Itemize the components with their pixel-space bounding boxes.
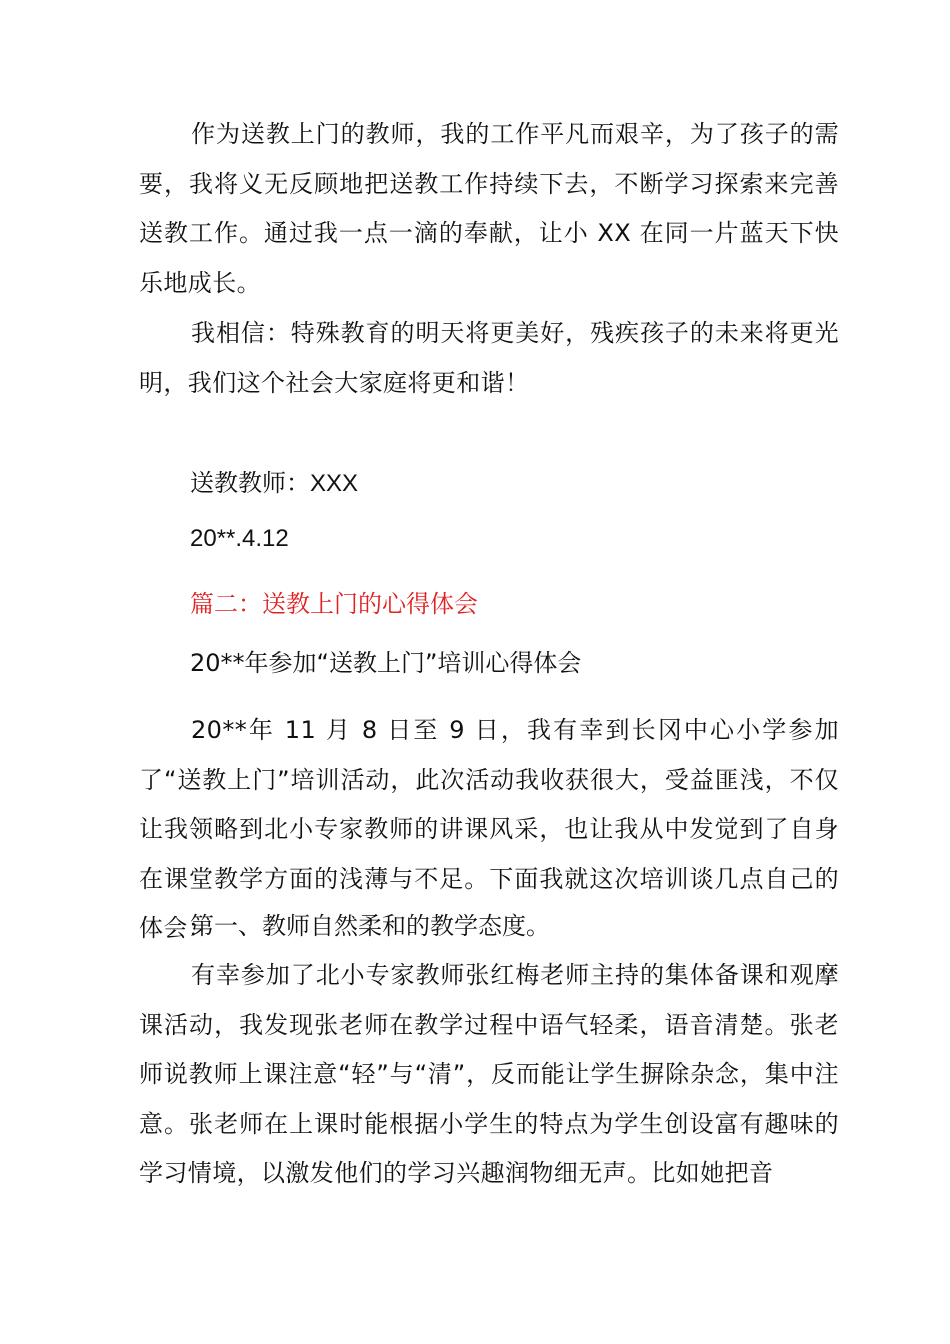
paragraph-dedication: 作为送教上门的教师，我的工作平凡而艰辛，为了孩子的需要，我将义无反顾地把送教工作持续下去，不断学习探索来完善送教工作。通过我一点一滴的奉献，让小 XX 在同一片蓝天下快乐地成长。	[139, 120, 839, 297]
section-heading: 篇二：送教上门的心得体会	[190, 590, 478, 618]
paragraph-observation: 有幸参加了北小专家教师张红梅老师主持的集体备课和观摩课活动，我发现张老师在教学过程中语气轻柔，语音清楚。张老师说教师上课注意“轻”与“清”，反而能让学生摒除杂念，集中注意。张老师在上课时能根据小学生的特点为学生创设富有趣味的学习情境，以激发他们的学习兴趣润物细无声。比如她把音	[139, 961, 839, 1187]
document-subtitle: 20**年参加“送教上门”培训心得体会	[190, 649, 582, 677]
point-one-heading: 第一、教师自然柔和的教学态度。	[190, 912, 550, 940]
signature-date: 20**.4.12	[190, 525, 289, 552]
paragraph-belief: 我相信：特殊教育的明天将更美好，残疾孩子的未来将更光明，我们这个社会大家庭将更和谐！	[139, 319, 839, 397]
paragraph-training-intro: 20**年 11 月 8 日至 9 日，我有幸到长冈中心小学参加了“送教上门”培训活动，此次活动我收获很大，受益匪浅，不仅让我领略到北小专家教师的讲课风采，也让我从中发觉到了自身在课堂教学方面的浅薄与不足。下面我就这次培训谈几点自己的体会：	[139, 716, 839, 942]
signature-teacher: 送教教师：XXX	[190, 470, 359, 497]
